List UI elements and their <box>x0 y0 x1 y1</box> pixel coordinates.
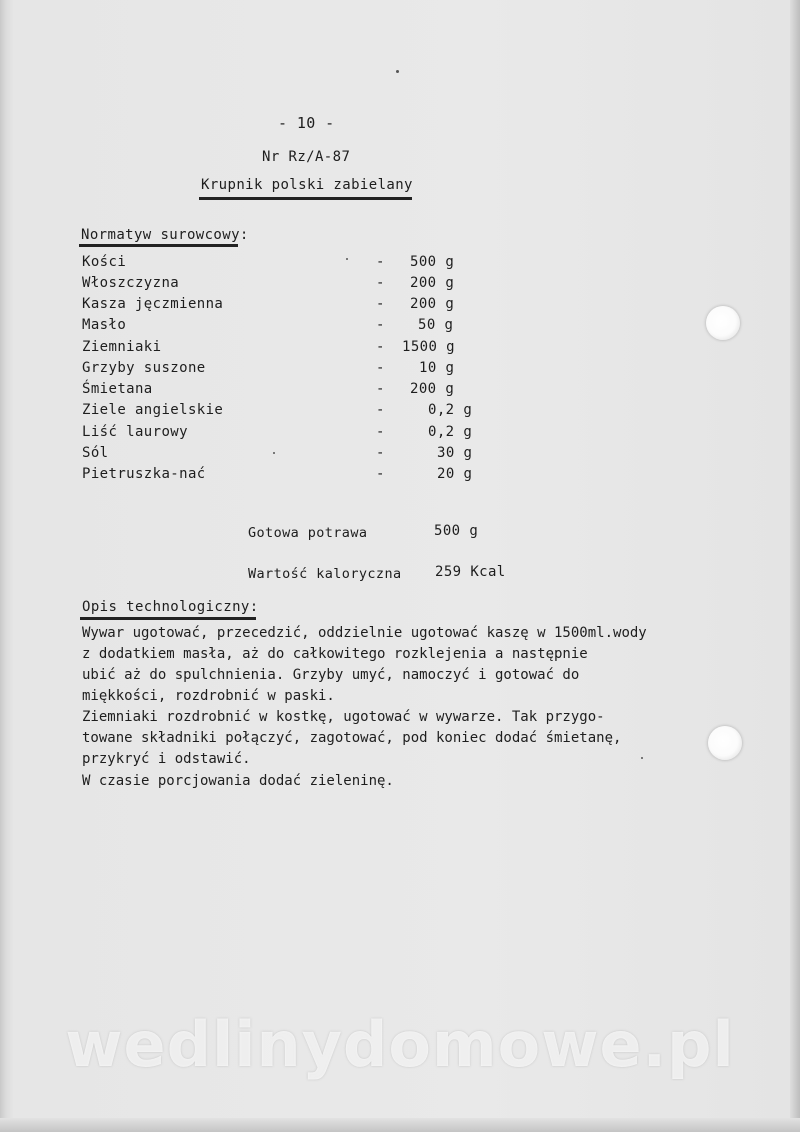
ingredient-amount: 500 g <box>410 254 455 270</box>
description-line: towane składniki połączyć, zagotować, pod koniec dodać śmietanę, <box>82 730 622 746</box>
ingredient-dash: - <box>376 381 385 397</box>
ingredient-name: Włoszczyzna <box>82 275 180 291</box>
ingredient-dash: - <box>376 275 385 291</box>
punch-hole <box>708 726 742 760</box>
ingredient-name: Grzyby suszone <box>82 360 206 376</box>
paper-speck <box>396 70 399 73</box>
page-edge-right <box>790 0 800 1132</box>
ingredient-amount: 0,2 g <box>428 424 473 440</box>
watermark: wedlinydomowe.pl <box>65 1008 735 1081</box>
ingredient-dash: - <box>376 360 385 376</box>
description-line: ubić aż do spulchnienia. Grzyby umyć, namoczyć i gotować do <box>82 667 580 683</box>
ingredient-dash: - <box>376 296 385 312</box>
ingredient-dash: - <box>376 317 385 333</box>
ingredient-amount: 200 g <box>410 275 455 291</box>
description-heading: Opis technologiczny: <box>82 599 259 615</box>
page-number: - 10 - <box>278 114 335 132</box>
ingredient-dash: - <box>376 339 385 355</box>
ready-dish-label: Gotowa potrawa <box>248 525 368 541</box>
page-edge-bottom <box>0 1118 800 1132</box>
title-underline <box>199 197 412 200</box>
ingredients-heading: Normatyw surowcowy: <box>81 227 249 243</box>
description-line: przykryć i odstawić. <box>82 751 251 767</box>
ingredients-heading-underline <box>79 244 238 247</box>
ingredient-name: Śmietana <box>82 381 153 397</box>
ingredient-name: Masło <box>82 317 127 333</box>
ingredient-dash: - <box>376 402 385 418</box>
description-line: z dodatkiem masła, aż do całkowitego rozklejenia a następnie <box>82 646 588 662</box>
ingredient-amount: 10 g <box>419 360 455 376</box>
description-line: miękkości, rozdrobnić w paski. <box>82 688 335 704</box>
ingredient-amount: 50 g <box>418 317 454 333</box>
ingredient-name: Kości <box>82 254 127 270</box>
ingredient-amount: 200 g <box>410 381 455 397</box>
ingredient-name: Kasza jęczmienna <box>82 296 224 312</box>
paper-speck <box>641 757 643 759</box>
ingredient-dash: - <box>376 254 385 270</box>
description-line: Wywar ugotować, przecedzić, oddzielnie ugotować kaszę w 1500ml.wody <box>82 625 647 641</box>
ingredient-amount: 20 g <box>437 466 473 482</box>
ingredient-name: Pietruszka-nać <box>82 466 206 482</box>
ingredient-amount: 0,2 g <box>428 402 473 418</box>
ingredient-dash: - <box>376 445 385 461</box>
ingredient-name: Sól <box>82 445 109 461</box>
recipe-title: Krupnik polski zabielany <box>201 177 413 193</box>
ingredient-amount: 1500 g <box>402 339 455 355</box>
ingredient-name: Liść laurowy <box>82 424 188 440</box>
paper-speck <box>346 258 348 260</box>
calorie-label: Wartość kaloryczna <box>248 566 402 582</box>
punch-hole <box>706 306 740 340</box>
paper-speck <box>273 452 275 454</box>
description-line: W czasie porcjowania dodać zieleninę. <box>82 773 394 789</box>
ingredient-name: Ziemniaki <box>82 339 162 355</box>
description-line: Ziemniaki rozdrobnić w kostkę, ugotować w wywarze. Tak przygo- <box>82 709 605 725</box>
ready-dish-value: 500 g <box>434 523 479 539</box>
ingredient-amount: 200 g <box>410 296 455 312</box>
ingredient-amount: 30 g <box>437 445 473 461</box>
description-heading-underline <box>80 617 256 620</box>
calorie-value: 259 Kcal <box>435 564 506 580</box>
ingredient-name: Ziele angielskie <box>82 402 224 418</box>
recipe-number: Nr Rz/A-87 <box>262 149 351 165</box>
ingredient-dash: - <box>376 466 385 482</box>
ingredient-dash: - <box>376 424 385 440</box>
